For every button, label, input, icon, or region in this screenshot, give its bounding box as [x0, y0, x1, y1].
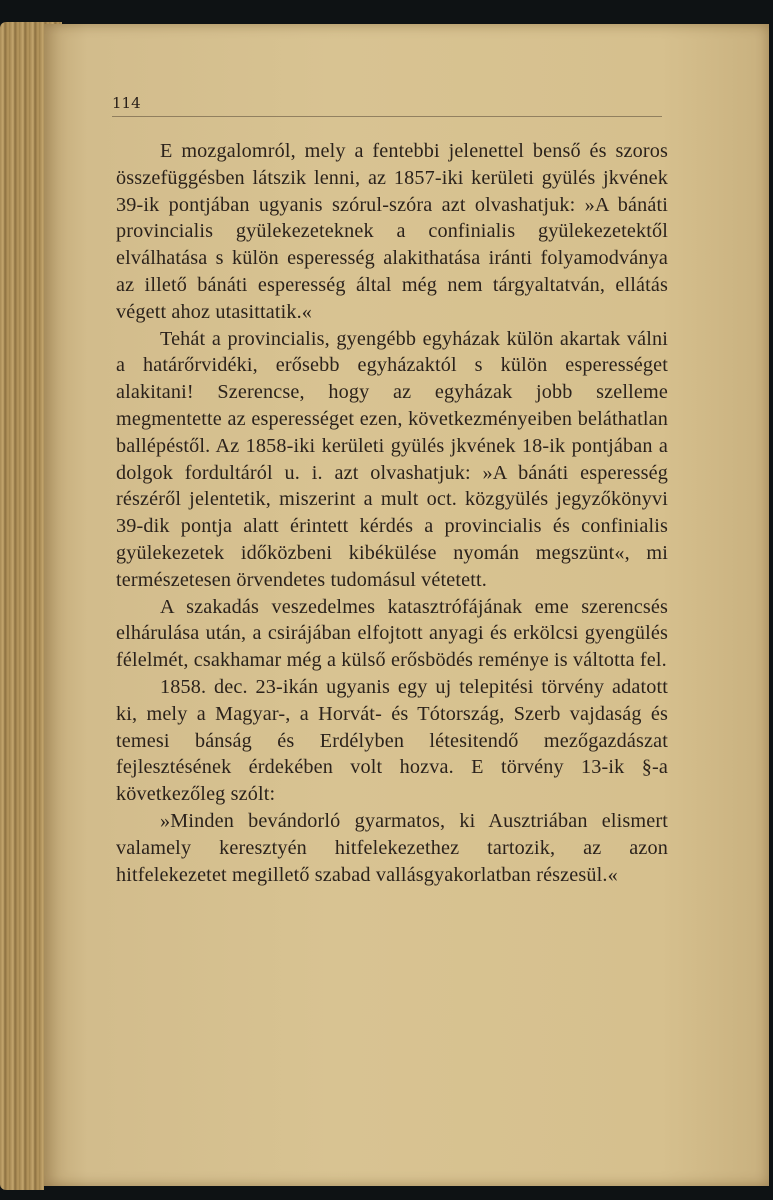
paragraph: »Minden bevándorló gyarmatos, ki Ausztriában elismert valamely keresztyén hitfelekezethez tartozik, az azon hitfelekezetet megillető szabad vallásgyakorlatban részesül.«: [116, 809, 668, 886]
paragraph: E mozgalomról, mely a fentebbi jelenettel benső és szoros összefüggésben látszik lenni, az 1857-iki kerületi gyülés jkvének 39-ik pontjában ugyanis szórul-szóra azt olvashatjuk: »A bánáti provincialis gyülekezeteknek a confinialis gyülekezetektől elválhatása s külön esperesség alakithatása iránti folyamodványa az illető bánáti esperesség által még nem tárgyaltatván, ellátás végett ahoz utasittatik.«: [116, 140, 668, 323]
paragraph: Tehát a provincialis, gyengébb egyházak külön akartak válni a határőrvidéki, erősebb egyházaktól s külön esperességet alakitani! Szerencse, hogy az egyházak jobb szelleme megmentette az esperességet ezen, következményeiben beláthatlan ballépéstől. Az 1858-iki kerületi gyülés jkvének 18-ik pontjában a dolgok fordultáról u. i. azt olvashatjuk: »A bánáti esperesség részéről jelentetik, miszerint a mult oct. közgyülés jegyzőkönyvi 39-dik pontja alatt érintett kérdés a provincialis és confinialis gyülekezetek időközbeni kibékülése nyomán megszünt«, mi természetesen örvendetes tudomásul vétetett.: [116, 327, 668, 591]
page-number: 114: [112, 94, 141, 112]
paragraph: A szakadás veszedelmes katasztrófájának eme szerencsés elhárulása után, a csirájában elfojtott anyagi és erkölcsi gyengülés félelmét, csakhamar még a külső erősbödés reménye is váltotta fel.: [116, 595, 668, 672]
bottom-margin-shadow: [44, 1186, 769, 1200]
header-rule: [112, 116, 662, 117]
page-body: [116, 138, 668, 888]
paragraph: 1858. dec. 23-ikán ugyanis egy uj telepitési törvény adatott ki, mely a Magyar-, a Horvát- és Tótország, Szerb vajdaság és temesi bánság és Erdélyben létesitendő mezőgazdászat fejlesztésének érdekében volt hozva. E törvény 13-ik §-a következőleg szólt:: [116, 675, 668, 806]
